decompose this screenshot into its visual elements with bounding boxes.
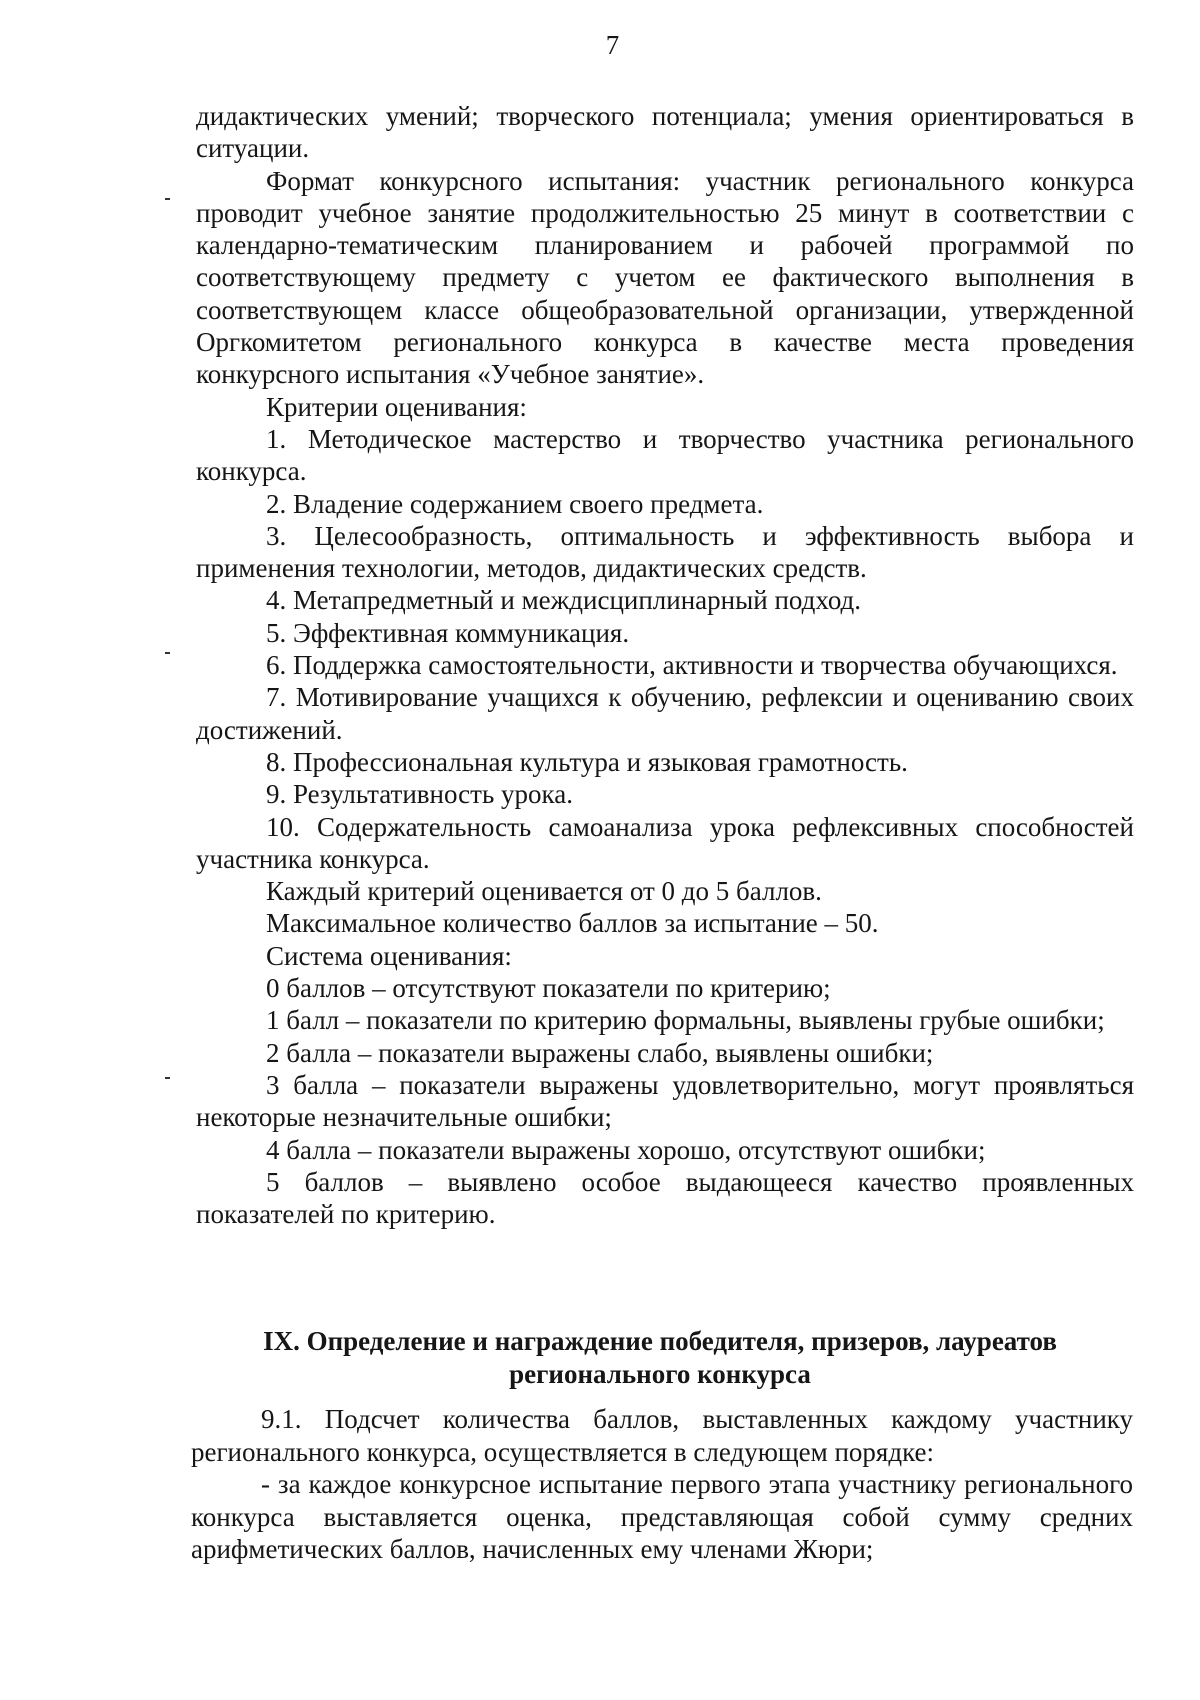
paragraph: 10. Содержательность самоанализа урока рефлексивных способностей участника конкурса.: [196, 811, 1134, 874]
paragraph: 4 балла – показатели выражены хорошо, отсутствуют ошибки;: [266, 1134, 986, 1165]
paragraph: Критерии оценивания:: [266, 391, 527, 422]
paragraph: 5 баллов – выявлено особое выдающееся качество проявленных показателей по критерию.: [196, 1166, 1134, 1230]
paragraph: 4. Метапредметный и междисциплинарный подход.: [266, 585, 862, 616]
paragraph: 7. Мотивирование учащихся к обучению, рефлексии и оцениванию своих достижений.: [196, 682, 1134, 745]
paragraph: 0 баллов – отсутствуют показатели по критерию;: [266, 973, 831, 1004]
paragraph: Система оценивания:: [266, 940, 512, 971]
paragraph: 2. Владение содержанием своего предмета.: [266, 488, 764, 519]
paragraph: 8. Профессиональная культура и языковая грамотность.: [266, 746, 908, 777]
scan-mark: [165, 1077, 170, 1079]
paragraph: дидактических умений; творческого потенциала; умения ориентироваться в ситуации.: [196, 101, 1134, 164]
paragraph: 9. Результативность урока.: [266, 779, 573, 810]
paragraph: 6. Поддержка самостоятельности, активности и творчества обучающихся.: [266, 650, 1118, 681]
paragraph: - за каждое конкурсное испытание первого этапа участнику регионального конкурса выставляется оценка, представляющая собой сумму средних арифметических баллов, начисленных ему членами Жюри;: [191, 1469, 1133, 1564]
scan-mark: [165, 198, 170, 200]
paragraph: Максимальное количество баллов за испытание – 50.: [266, 908, 879, 939]
scan-mark: [165, 652, 170, 654]
paragraph: 5. Эффективная коммуникация.: [266, 617, 630, 648]
paragraph: 3 балла – показатели выражены удовлетворительно, могут проявляться некоторые незначительные ошибки;: [196, 1069, 1134, 1133]
section-heading-line-1: IX. Определение и награждение победителя, призеров, лауреатов: [263, 1326, 1057, 1356]
paragraph: 2 балла – показатели выражены слабо, выявлены ошибки;: [266, 1037, 934, 1068]
paragraph: 9.1. Подсчет количества баллов, выставленных каждому участнику регионального конкурса, осуществляется в следующем порядке:: [191, 1404, 1133, 1467]
paragraph: 1 балл – показатели по критерию формальны, выявлены грубые ошибки;: [266, 1005, 1105, 1036]
section-heading-line-2: регионального конкурса: [509, 1359, 811, 1389]
paragraph: 1. Методическое мастерство и творчество участника регионального конкурса.: [196, 423, 1134, 487]
body-text: [196, 100, 1134, 1230]
paragraph: Каждый критерий оценивается от 0 до 5 баллов.: [266, 876, 822, 907]
paragraph: Формат конкурсного испытания: участник регионального конкурса проводит учебное занятие продолжительностью 25 минут в соответствии с календарно-тематическим планированием и рабочей программой по соответствующему предмету с учетом ее фактического выполнения в соответствующем классе общеобразовательной организации, утвержденной Оргкомитетом регионального конкурса в качестве места проведения конкурсного испытания «Учебное занятие».: [196, 165, 1134, 390]
paragraph: 3. Целесообразность, оптимальность и эффективность выбора и применения технологии, методов, дидактических средств.: [196, 520, 1134, 584]
page-number: 7: [605, 30, 620, 60]
section-text: [191, 1403, 1133, 1566]
section-heading: [180, 1325, 1140, 1391]
